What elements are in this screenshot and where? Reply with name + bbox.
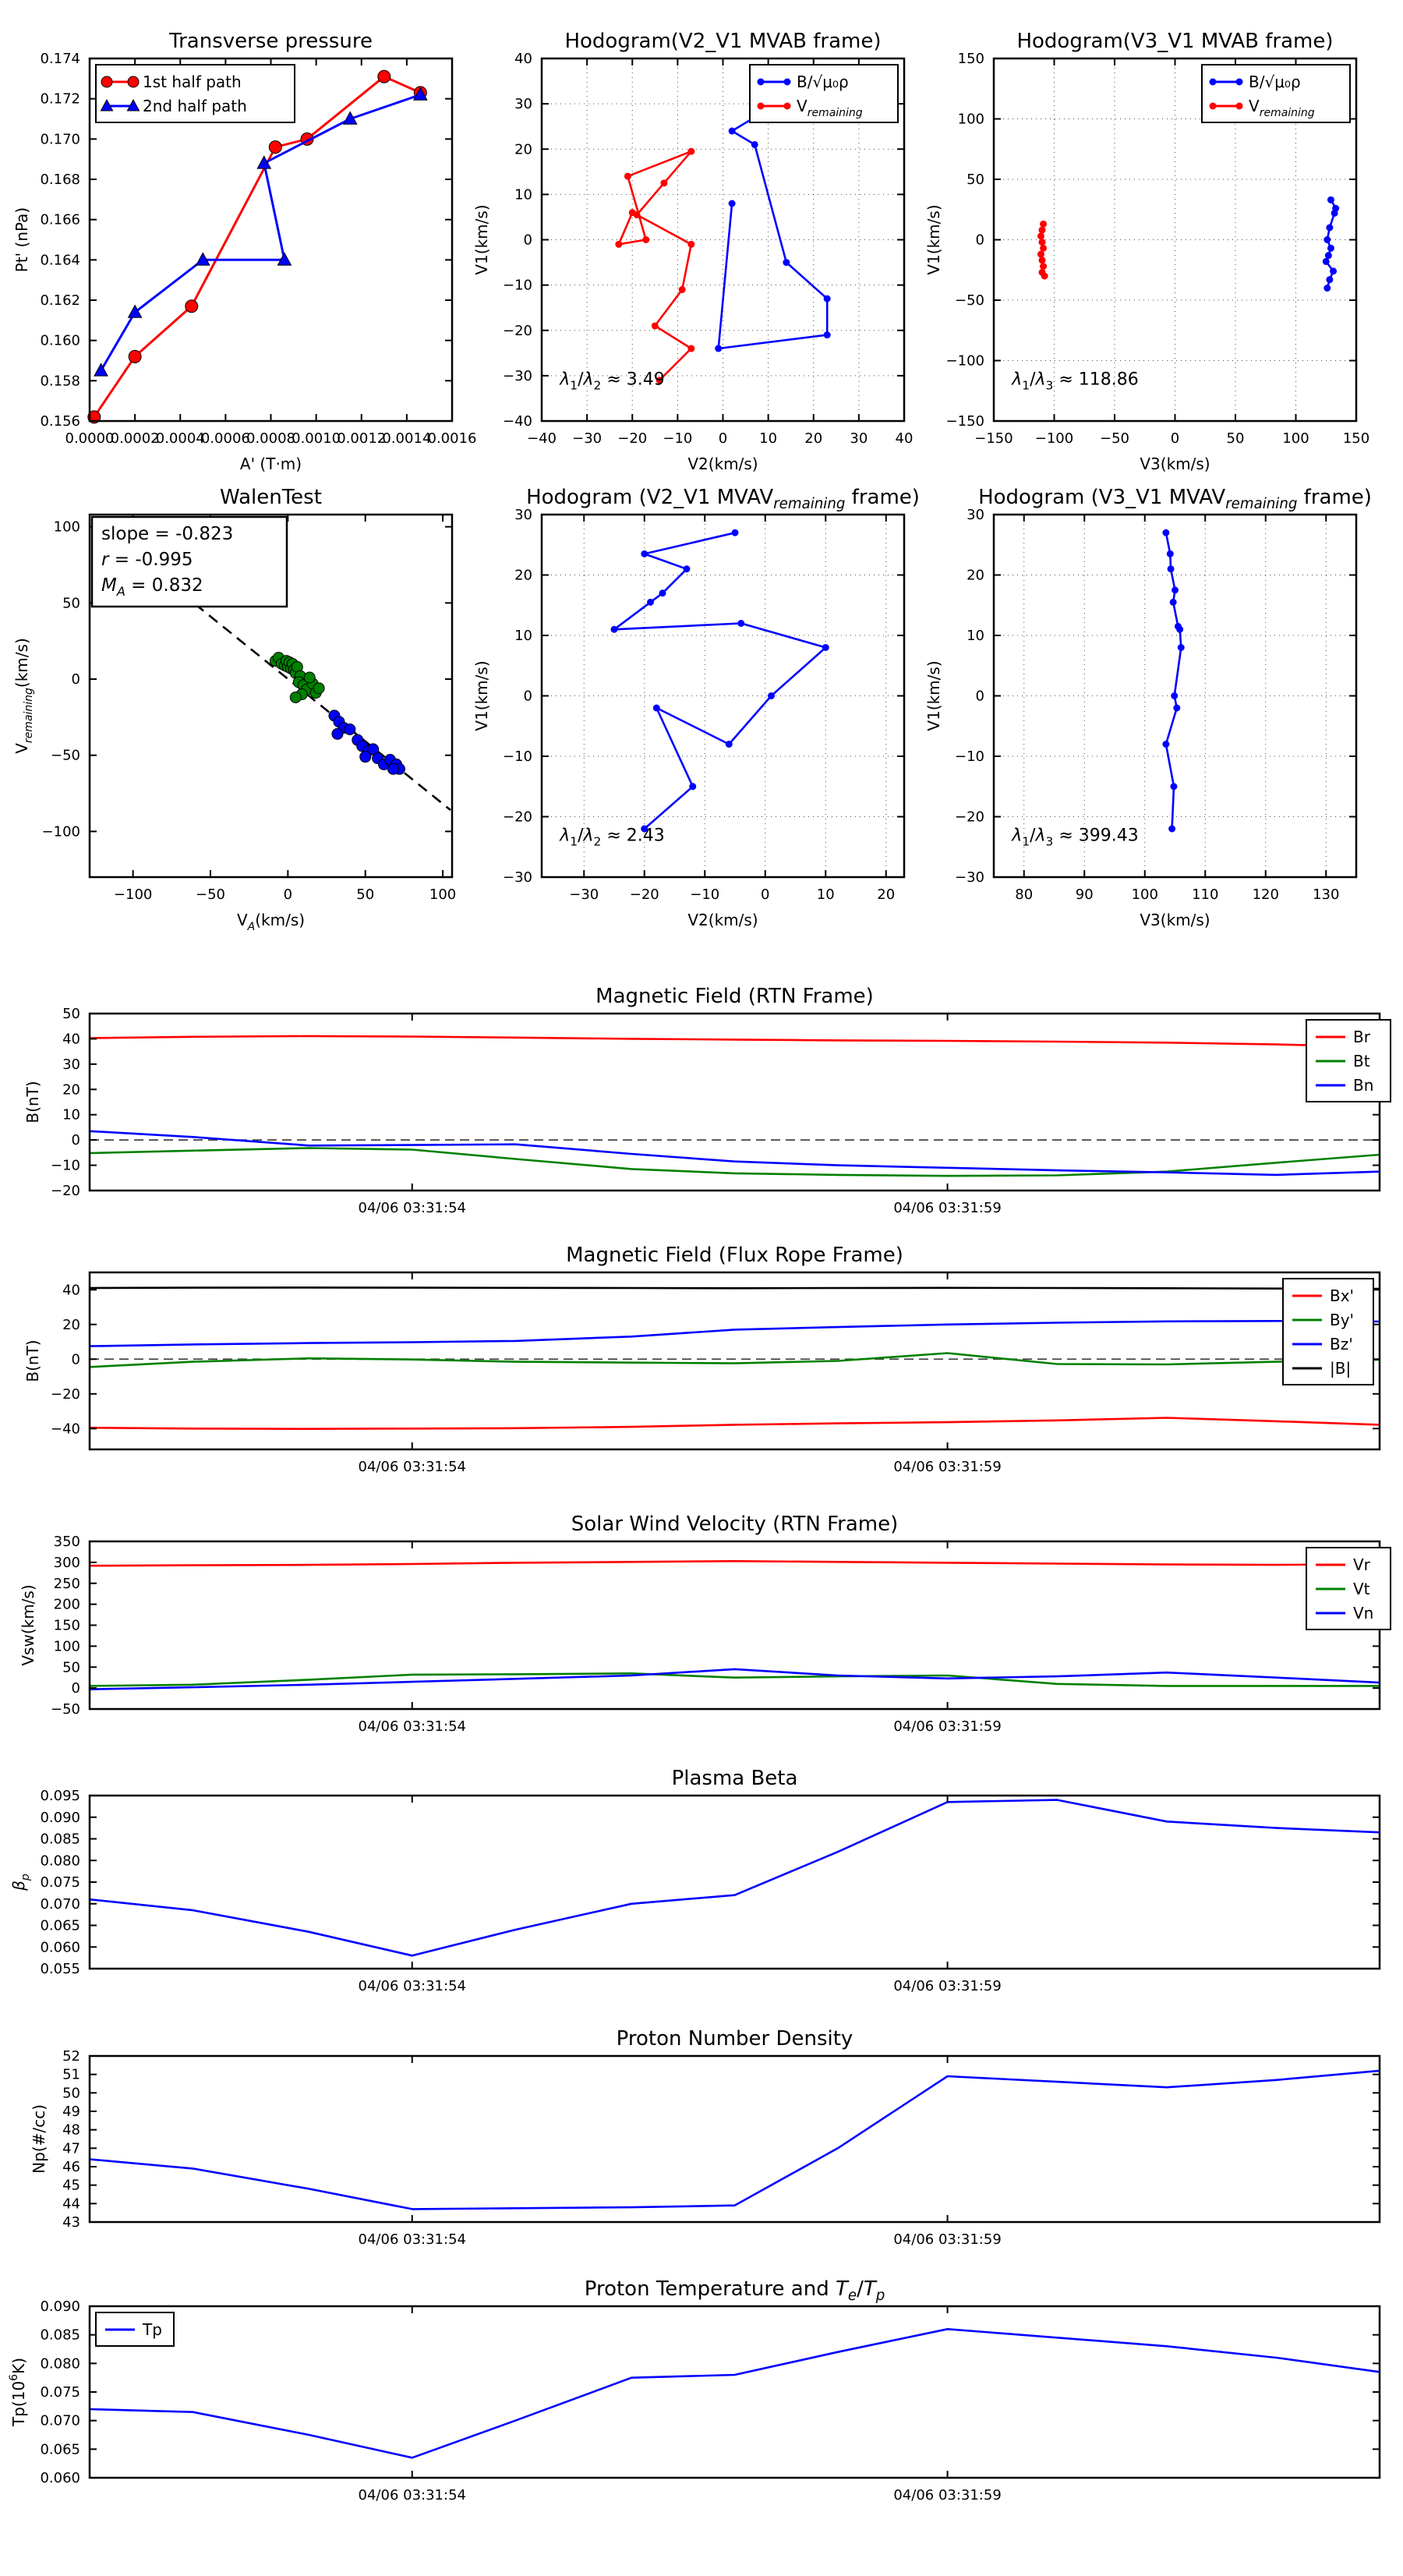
y-tick-label: 0 <box>975 688 984 705</box>
hodogram-v3v1-mvab-title: Hodogram(V3_V1 MVAB frame) <box>1016 30 1334 53</box>
y-tick-label: 150 <box>53 1617 80 1634</box>
y-tick-label: 0.160 <box>40 332 80 349</box>
x-tick-label: 50 <box>356 886 375 903</box>
y-tick-label: 0 <box>71 1680 80 1697</box>
magnetic-field-flux-rope-series-b <box>90 1287 1380 1289</box>
y-tick-label: 0.158 <box>40 373 80 390</box>
plot-plasma-beta <box>9 1767 1380 1994</box>
legend-label: $V_{remaining}$ <box>797 97 863 119</box>
plot-proton-number-density <box>30 2027 1380 2248</box>
x-tick-label: 04/06 03:31:59 <box>893 1200 1002 1216</box>
solar-wind-velocity-rtn-title: Solar Wind Velocity (RTN Frame) <box>571 1513 899 1536</box>
x-tick-label: 130 <box>1313 886 1340 903</box>
y-tick-label: 20 <box>62 1081 80 1099</box>
y-tick-label: 0.080 <box>40 1852 80 1870</box>
y-tick-label: 0.080 <box>40 2355 80 2373</box>
y-tick-label: 0.166 <box>40 211 80 228</box>
hodogram-v2v1-mvab-ylabel: V1(km/s) <box>472 204 491 275</box>
y-tick-label: −20 <box>51 1183 80 1199</box>
y-tick-label: 50 <box>62 1659 80 1676</box>
hodogram-v2v1-mvab-xlabel: V2(km/s) <box>687 455 758 473</box>
plot-transverse-pressure <box>12 30 476 473</box>
x-tick-label: 0.0012 <box>337 430 387 447</box>
y-tick-label: 10 <box>62 1106 80 1123</box>
x-tick-label: 04/06 03:31:54 <box>358 2487 466 2503</box>
y-tick-label: 0.070 <box>40 1895 80 1913</box>
solar-wind-velocity-rtn-legend <box>1306 1548 1391 1629</box>
y-tick-label: 0 <box>523 232 532 249</box>
x-tick-label: −100 <box>1034 430 1074 447</box>
x-tick-label: 20 <box>804 430 823 447</box>
proton-temperature-legend <box>96 2312 174 2346</box>
x-tick-label: 10 <box>759 430 778 447</box>
plot-magnetic-field-rtn <box>23 985 1391 1216</box>
y-tick-label: −30 <box>955 869 984 886</box>
magnetic-field-flux-rope-ylabel: B(nT) <box>23 1339 42 1382</box>
axes-spines <box>90 1541 1380 1709</box>
hodogram-v2v1-mvab-series-b <box>715 87 831 352</box>
x-tick-label: 04/06 03:31:59 <box>893 2487 1002 2503</box>
y-tick-label: 0 <box>71 671 80 688</box>
proton-temperature-ylabel: $Tp(10^6K)$ <box>8 2357 28 2427</box>
x-tick-label: 0 <box>1170 430 1180 447</box>
y-tick-label: 40 <box>514 51 532 67</box>
hodogram-v3v1-mvav-xlabel: V3(km/s) <box>1140 911 1210 929</box>
x-tick-label: −10 <box>690 886 720 903</box>
transverse-pressure-xlabel: A' (T·m) <box>239 455 302 473</box>
y-tick-label: 10 <box>514 186 532 203</box>
hodogram-v3v1-mvav-annotation: $\lambda_1/\lambda_3 \approx 399.43$ <box>1012 826 1139 849</box>
hodogram-v2v1-mvav-title: Hodogram (V2_V1 $MVAV_{remaining}$ frame) <box>526 486 920 512</box>
y-tick-label: −10 <box>955 748 984 765</box>
y-tick-label: 0.090 <box>40 1809 80 1826</box>
y-tick-label: 0.174 <box>40 51 80 67</box>
axes-spines <box>90 1272 1380 1449</box>
y-tick-label: 0.172 <box>40 90 80 108</box>
hodogram-v3v1-mvab-legend <box>1202 65 1350 122</box>
proton-temperature-title: Proton Temperature and $T_e/T_p$ <box>584 2277 885 2304</box>
y-tick-label: 20 <box>514 141 532 158</box>
axes-spines <box>90 2306 1380 2478</box>
stats-line: r = -0.995 <box>101 550 193 570</box>
x-tick-label: 04/06 03:31:59 <box>893 1978 1002 1994</box>
solar-wind-velocity-rtn-series-vr <box>90 1561 1380 1566</box>
y-tick-label: −20 <box>51 1385 80 1403</box>
x-tick-label: 04/06 03:31:54 <box>358 1978 466 1994</box>
y-tick-label: −40 <box>51 1421 80 1438</box>
legend-label: Tp <box>143 2320 162 2339</box>
hodogram-v3v1-mvav-title: Hodogram (V3_V1 $MVAV_{remaining}$ frame) <box>978 486 1372 512</box>
y-tick-label: 49 <box>62 2104 80 2120</box>
x-tick-label: 0.0014 <box>382 430 432 447</box>
walen-test-title: WalenTest <box>220 486 322 509</box>
legend-label: 2nd half path <box>143 97 247 115</box>
magnetic-field-flux-rope-series-bz <box>90 1321 1380 1346</box>
proton-number-density-ylabel: Np(#/cc) <box>30 2104 48 2174</box>
x-tick-label: 120 <box>1252 886 1279 903</box>
x-tick-label: 0 <box>283 886 293 903</box>
y-tick-label: 0.156 <box>40 413 80 430</box>
x-tick-label: −20 <box>617 430 648 447</box>
y-tick-label: 40 <box>62 1282 80 1299</box>
legend-label: Vr <box>1353 1555 1370 1574</box>
y-tick-label: 0.070 <box>40 2412 80 2429</box>
hodogram-v3v1-mvab-ylabel: V1(km/s) <box>924 204 943 275</box>
solar-wind-velocity-rtn-ylabel: Vsw(km/s) <box>19 1584 37 1666</box>
hodogram-v2v1-mvab-legend <box>750 65 898 122</box>
legend-label: |B| <box>1330 1359 1352 1378</box>
legend-label: Bn <box>1353 1076 1374 1095</box>
y-tick-label: 52 <box>62 2048 80 2065</box>
legend-label: $V_{remaining}$ <box>1249 97 1315 119</box>
hodogram-v3v1-mvab-xlabel: V3(km/s) <box>1140 455 1210 473</box>
y-tick-label: 50 <box>62 1006 80 1022</box>
y-tick-label: 10 <box>967 628 984 644</box>
magnetic-field-rtn-legend <box>1306 1020 1391 1102</box>
x-tick-label: 04/06 03:31:54 <box>358 1200 466 1216</box>
y-tick-label: 30 <box>62 1056 80 1073</box>
plot-hodogram-v2v1-mvav <box>472 486 920 929</box>
x-tick-label: 100 <box>1282 430 1309 447</box>
y-tick-label: −10 <box>503 748 532 765</box>
x-tick-label: 04/06 03:31:54 <box>358 1459 466 1475</box>
x-tick-label: 04/06 03:31:54 <box>358 1718 466 1735</box>
hodogram-v3v1-mvab-series-vremaining <box>1037 221 1048 280</box>
y-tick-label: −20 <box>503 322 532 339</box>
y-tick-label: 0.075 <box>40 2384 80 2401</box>
x-tick-label: 0.0006 <box>200 430 250 447</box>
y-tick-label: 43 <box>62 2214 80 2231</box>
y-tick-label: 150 <box>957 51 984 67</box>
axes-spines <box>90 1796 1380 1969</box>
walen-test-legend <box>92 517 287 607</box>
x-tick-label: 0 <box>761 886 770 903</box>
y-tick-label: 47 <box>62 2140 80 2157</box>
magnetic-field-rtn-series-br <box>90 1036 1380 1047</box>
hodogram-v2v1-mvab-series-vremaining <box>615 148 694 384</box>
plasma-beta-title: Plasma Beta <box>671 1767 798 1790</box>
plot-walen-test <box>12 486 456 933</box>
legend-label: Br <box>1353 1028 1370 1046</box>
x-tick-label: 110 <box>1192 886 1219 903</box>
stats-line: slope = -0.823 <box>101 524 234 544</box>
y-tick-label: −50 <box>955 292 984 309</box>
x-tick-label: 0.0004 <box>155 430 205 447</box>
walen-test-xlabel: $V_A(km/s)$ <box>236 911 306 933</box>
magnetic-field-flux-rope-series-bx <box>90 1418 1380 1429</box>
x-tick-label: 0 <box>718 430 728 447</box>
y-tick-label: 50 <box>62 595 80 612</box>
y-tick-label: 0 <box>71 1351 80 1368</box>
x-tick-label: 150 <box>1342 430 1370 447</box>
proton-number-density-title: Proton Number Density <box>616 2027 853 2051</box>
plot-proton-temperature <box>8 2277 1380 2503</box>
y-tick-label: 250 <box>53 1575 80 1592</box>
walen-test-ylabel: $V_{remaining}(km/s)$ <box>12 638 35 754</box>
y-tick-label: 30 <box>514 507 532 523</box>
stats-line: $M_A = 0.832$ <box>101 575 203 599</box>
magnetic-field-flux-rope-series-by <box>90 1353 1380 1368</box>
legend-label: By' <box>1330 1311 1355 1329</box>
x-tick-label: 50 <box>1226 430 1245 447</box>
y-tick-label: 50 <box>967 172 984 188</box>
y-tick-label: 0 <box>975 232 984 249</box>
plasma-beta-ylabel: $\beta_p$ <box>9 1874 32 1891</box>
walen-test-series-inboundpoints <box>270 653 324 703</box>
transverse-pressure-series-1sthalfpath <box>88 70 427 423</box>
y-tick-label: −10 <box>503 277 532 294</box>
hodogram-v2v1-mvav-xlabel: V2(km/s) <box>687 911 758 929</box>
x-tick-label: −50 <box>196 886 225 903</box>
y-tick-label: 0.075 <box>40 1874 80 1891</box>
y-tick-label: −100 <box>945 352 984 370</box>
legend-label: B/√μ₀ρ <box>797 73 849 91</box>
y-tick-label: −40 <box>503 413 532 430</box>
y-tick-label: 0.085 <box>40 1831 80 1848</box>
x-tick-label: 0.0000 <box>65 430 115 447</box>
transverse-pressure-legend <box>96 65 295 122</box>
x-tick-label: −30 <box>569 886 599 903</box>
plot-solar-wind-velocity-rtn <box>19 1513 1391 1735</box>
y-tick-label: −20 <box>503 809 532 826</box>
y-tick-label: 45 <box>62 2177 80 2194</box>
y-tick-label: 50 <box>62 2085 80 2102</box>
y-tick-label: −20 <box>955 809 984 826</box>
y-tick-label: 0.065 <box>40 1917 80 1934</box>
transverse-pressure-title: Transverse pressure <box>169 30 373 53</box>
plot-magnetic-field-flux-rope <box>23 1244 1380 1475</box>
x-tick-label: −10 <box>663 430 693 447</box>
y-tick-label: −50 <box>51 1701 80 1718</box>
legend-label: Bz' <box>1330 1335 1353 1353</box>
transverse-pressure-series-2ndhalfpath <box>94 88 427 377</box>
y-tick-label: −30 <box>503 869 532 886</box>
y-tick-label: 0.164 <box>40 252 80 269</box>
x-tick-label: −150 <box>974 430 1013 447</box>
hodogram-v3v1-mvab-series-b <box>1323 196 1339 292</box>
y-tick-label: 20 <box>967 567 984 584</box>
x-tick-label: −100 <box>113 886 153 903</box>
x-tick-label: 04/06 03:31:59 <box>893 2231 1002 2248</box>
plot-hodogram-v3v1-mvab <box>924 30 1369 473</box>
y-tick-label: 46 <box>62 2159 80 2175</box>
legend-label: Vt <box>1353 1580 1370 1598</box>
y-tick-label: 51 <box>62 2066 80 2083</box>
legend-label: B/√μ₀ρ <box>1249 73 1301 91</box>
y-tick-label: 0.060 <box>40 1939 80 1956</box>
x-tick-label: 10 <box>816 886 835 903</box>
y-tick-label: 0.065 <box>40 2441 80 2458</box>
y-tick-label: 200 <box>53 1596 80 1613</box>
y-tick-label: 0 <box>71 1132 80 1149</box>
x-tick-label: 04/06 03:31:54 <box>358 2231 466 2248</box>
y-tick-label: 0.095 <box>40 1788 80 1804</box>
x-tick-label: −20 <box>629 886 659 903</box>
y-tick-label: −10 <box>51 1157 80 1174</box>
x-tick-label: 100 <box>1131 886 1158 903</box>
x-tick-label: 0.0010 <box>292 430 341 447</box>
plot-hodogram-v3v1-mvav <box>924 486 1372 929</box>
proton-number-density-series-np <box>90 2071 1380 2210</box>
x-tick-label: 0.0016 <box>427 430 477 447</box>
y-tick-label: 0.162 <box>40 292 80 309</box>
proton-temperature-series-tp <box>90 2329 1380 2457</box>
plasma-beta-series-betap <box>90 1800 1380 1956</box>
y-tick-label: 0.060 <box>40 2470 80 2486</box>
y-tick-label: 0.168 <box>40 172 80 188</box>
y-tick-label: 44 <box>62 2196 80 2213</box>
plot-hodogram-v2v1-mvab <box>472 30 913 473</box>
y-tick-label: 100 <box>957 111 984 128</box>
x-tick-label: 0.0008 <box>246 430 295 447</box>
y-tick-label: 40 <box>62 1031 80 1048</box>
y-tick-label: 10 <box>514 628 532 644</box>
solar-wind-velocity-rtn-series-vt <box>90 1673 1380 1686</box>
x-tick-label: 40 <box>895 430 914 447</box>
y-tick-label: 20 <box>514 567 532 584</box>
x-tick-label: 20 <box>877 886 896 903</box>
y-tick-label: 48 <box>62 2121 80 2139</box>
y-tick-label: 300 <box>53 1554 80 1571</box>
x-tick-label: −50 <box>1100 430 1129 447</box>
y-tick-label: 20 <box>62 1316 80 1333</box>
y-tick-label: −150 <box>945 413 984 430</box>
legend-label: Bt <box>1353 1052 1370 1070</box>
magnetic-field-rtn-title: Magnetic Field (RTN Frame) <box>595 985 874 1008</box>
y-tick-label: −100 <box>41 823 80 840</box>
hodogram-v3v1-mvab-annotation: $\lambda_1/\lambda_3 \approx 118.86$ <box>1012 370 1139 393</box>
x-tick-label: 100 <box>429 886 457 903</box>
y-tick-label: 30 <box>967 507 984 523</box>
axes-spines <box>542 515 904 877</box>
y-tick-label: 100 <box>53 518 80 536</box>
x-tick-label: 90 <box>1075 886 1094 903</box>
hodogram-v2v1-mvab-annotation: $\lambda_1/\lambda_2 \approx 3.49$ <box>560 370 665 393</box>
x-tick-label: 30 <box>850 430 868 447</box>
hodogram-v2v1-mvab-title: Hodogram(V2_V1 MVAB frame) <box>564 30 882 53</box>
legend-label: Vn <box>1353 1604 1374 1622</box>
y-tick-label: 30 <box>514 96 532 113</box>
y-tick-label: 350 <box>53 1534 80 1550</box>
y-tick-label: 0.085 <box>40 2327 80 2344</box>
legend-label: 1st half path <box>143 73 242 91</box>
hodogram-v3v1-mvav-ylabel: V1(km/s) <box>924 660 943 731</box>
hodogram-v2v1-mvav-ylabel: V1(km/s) <box>472 660 491 731</box>
x-tick-label: −30 <box>572 430 603 447</box>
x-tick-label: −40 <box>527 430 557 447</box>
magnetic-field-flux-rope-legend <box>1283 1279 1373 1385</box>
x-tick-label: 04/06 03:31:59 <box>893 1718 1002 1735</box>
y-tick-label: −30 <box>503 367 532 384</box>
y-tick-label: 0.170 <box>40 131 80 148</box>
y-tick-label: 0 <box>523 688 532 705</box>
x-tick-label: 80 <box>1015 886 1034 903</box>
x-tick-label: 0.0002 <box>110 430 160 447</box>
magnetic-field-flux-rope-title: Magnetic Field (Flux Rope Frame) <box>566 1244 903 1267</box>
y-tick-label: 0.055 <box>40 1961 80 1977</box>
transverse-pressure-ylabel: Pt' (nPa) <box>12 207 31 273</box>
y-tick-label: 100 <box>53 1638 80 1655</box>
hodogram-v2v1-mvav-annotation: $\lambda_1/\lambda_2 \approx 2.43$ <box>560 826 665 849</box>
magnetic-field-rtn-series-bn <box>90 1131 1380 1175</box>
y-tick-label: −50 <box>51 747 80 764</box>
x-tick-label: 04/06 03:31:59 <box>893 1459 1002 1475</box>
y-tick-label: 0.090 <box>40 2298 80 2315</box>
legend-label: Bx' <box>1330 1286 1355 1305</box>
magnetic-field-rtn-ylabel: B(nT) <box>23 1081 42 1123</box>
axes-spines <box>90 2056 1380 2222</box>
